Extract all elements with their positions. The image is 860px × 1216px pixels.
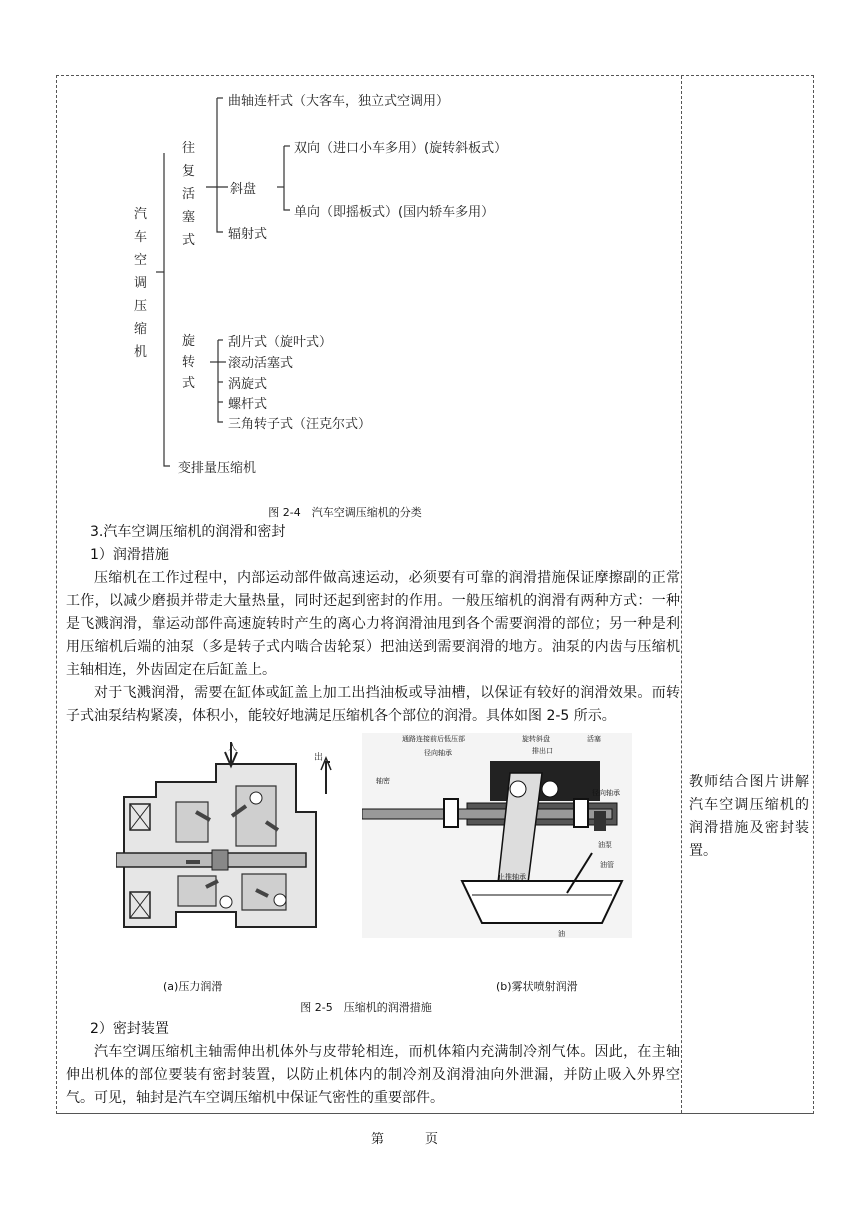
leaf-swash: 斜盘 [230,182,257,197]
label-swash-plate: 旋转斜盘 [522,735,550,743]
figure-2-4-caption: 图 2-4 汽车空调压缩机的分类 [268,506,422,519]
branch-char: 活 [182,187,196,202]
sealing-subtitle: 2）密封装置 [90,1021,169,1037]
figure-2-5-caption: 图 2-5 压缩机的润滑措施 [300,1001,432,1014]
leaf-vane: 刮片式（旋叶式） [228,335,333,350]
root-char: 缩 [134,322,148,337]
branch-char: 式 [182,376,196,391]
tree-reciprocating [182,137,195,252]
tree-rotary [182,331,195,394]
branch-char: 旋 [182,334,196,349]
leaf-radial: 辐射式 [228,227,268,242]
root-char: 压 [134,299,148,314]
label-passage: 通路连接前后低压部 [402,735,465,743]
footer-page-suffix: 页 [425,1132,439,1147]
lubrication-paragraph-2: 对于飞溅润滑，需要在缸体或缸盖上加工出挡油板或导油槽，以保证有较好的润滑效果。而转子式油泵结构紧凑，体积小，能较好地满足压缩机各个部位的润滑。具体如图 2-5 所示。 [66,685,680,724]
lubrication-subtitle: 1）润滑措施 [90,547,169,563]
root-char: 车 [134,230,148,245]
leaf-crank: 曲轴连杆式（大客车，独立式空调用） [228,94,450,109]
branch-char: 式 [182,233,196,248]
label-outlet: 排出口 [532,747,553,755]
label-radial-bearing-right: 径向轴承 [592,789,620,797]
label-shaft-seal: 轴密 [376,777,390,785]
column-divider [681,76,682,1113]
branch-char: 复 [182,164,196,179]
pressure-lubrication-diagram [116,742,342,942]
leaf-double: 双向（进口小车多用）(旋转斜板式） [294,141,508,156]
leaf-wankel: 三角转子式（汪克尔式） [228,417,372,432]
outlet-label: 出 [314,753,324,763]
root-char: 机 [134,345,148,360]
branch-char: 塞 [182,210,196,225]
branch-char: 往 [182,141,196,156]
inlet-label: 入 [228,743,238,753]
branch-char: 转 [182,355,196,370]
root-char: 汽 [134,207,148,222]
footer-page-prefix: 第 [371,1132,385,1147]
leaf-scroll: 涡旋式 [228,377,268,392]
leaf-variable: 变排量压缩机 [178,461,257,476]
leaf-single: 单向（即摇板式）(国内轿车多用） [294,205,495,220]
figure-a-caption: (a)压力润滑 [163,980,223,993]
leaf-rolling: 滚动活塞式 [228,356,294,371]
tree-root [134,203,147,364]
label-oil-pump: 油泵 [598,841,612,849]
label-piston: 活塞 [587,735,601,743]
root-char: 调 [134,276,148,291]
label-oil-pipe: 油管 [600,861,614,869]
label-thrust-bearing: 止推轴承 [498,873,526,881]
section-3-title: 3.汽车空调压缩机的润滑和密封 [90,524,286,540]
figure-b-caption: (b)雾状喷射润滑 [496,980,578,993]
classification-tree [120,86,580,486]
label-oil: 油 [558,930,565,938]
spray-lubrication-diagram [362,733,632,938]
sealing-paragraph: 汽车空调压缩机主轴需伸出机体外与皮带轮相连，而机体箱内充满制冷剂气体。因此，在主轴伸出机体的部位要装有密封装置，以防止机体内的制冷剂及润滑油向外泄漏，并防止吸入外界空气。可见，轴封是汽车空调压缩机中保证气密性的重要部件。 [66,1044,680,1106]
root-char: 空 [134,253,148,268]
table-bottom-border [56,1113,814,1114]
teacher-note: 教师结合图片讲解汽车空调压缩机的润滑措施及密封装置。 [689,774,809,859]
lubrication-paragraph-1: 压缩机在工作过程中，内部运动部件做高速运动，必须要有可靠的润滑措施保证摩擦副的正常工作，以减少磨损并带走大量热量，同时还起到密封的作用。一般压缩机的润滑有两种方式：一种是飞溅润滑，靠运动部件高速旋转时产生的离心力将润滑油甩到各个需要润滑的部位；另一种是利用压缩机后端的油泵（多是转子式内啮合齿轮泵）把油送到需要润滑的地方。油泵的内齿与压缩机主轴相连，外齿固定在后缸盖上。 [66,570,680,678]
label-radial-bearing-left: 径向轴承 [424,749,452,757]
leaf-screw: 螺杆式 [228,397,268,412]
